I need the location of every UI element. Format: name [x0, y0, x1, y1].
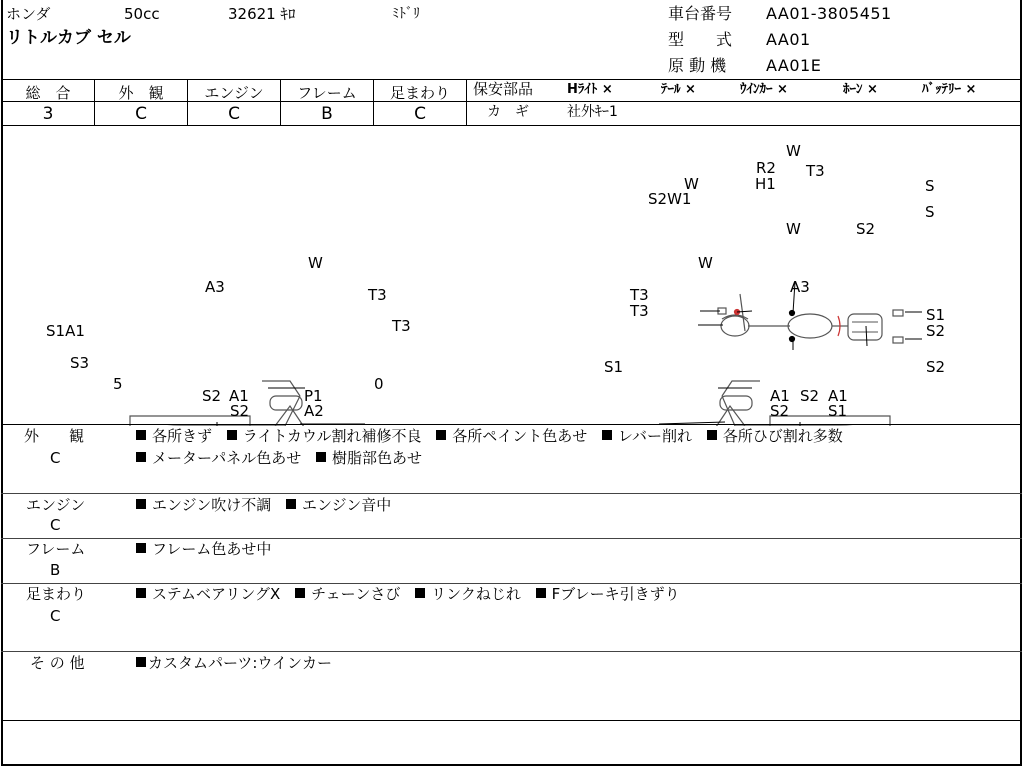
grade-overall: 3: [42, 104, 54, 124]
bike-top-view: [718, 294, 903, 343]
diagram-label: P1: [304, 387, 323, 405]
remark-label-suspension: 足まわり: [26, 585, 87, 603]
diagram-label: S2: [856, 220, 876, 238]
diagram-label: S2: [230, 402, 250, 420]
diagram-label: S2: [202, 387, 222, 405]
diagram-label: 0: [374, 375, 384, 393]
grade-header-suspension: 足まわり: [389, 84, 450, 102]
rule: [1, 651, 1022, 652]
engine-label: 原 動 機: [668, 56, 727, 75]
diagram-label: S3: [70, 354, 90, 372]
remark-grade-frame: B: [50, 561, 61, 579]
diagram-label: T3: [392, 317, 411, 335]
remark-other-line-1: カスタムパーツ:ウインカー: [136, 656, 342, 671]
displacement: 50cc: [124, 5, 160, 23]
diagram-label: S1: [926, 306, 946, 324]
color: ﾐﾄﾞﾘ: [392, 6, 420, 22]
diagram-label: A1: [828, 387, 848, 405]
rule: [1, 720, 1022, 721]
safety-label: 保安部品: [473, 80, 534, 98]
rule: [1, 424, 1022, 425]
grade-header-overall: 総 合: [25, 84, 71, 102]
diagram-label: S: [925, 177, 935, 195]
diagram-label: S: [925, 203, 935, 221]
diagram-label: T3: [806, 162, 825, 180]
remark-engine-line-1: エンジン吹け不調 エンジン音中: [136, 498, 401, 513]
remark-grade-exterior: C: [50, 449, 61, 467]
diagram-label: S2: [926, 358, 946, 376]
type-value: AA01: [766, 30, 811, 49]
diagram-label: R2: [756, 159, 776, 177]
grade-header-exterior: 外 観: [118, 84, 164, 102]
diagram-label: S2: [800, 387, 820, 405]
safety-item-horn: ﾎｰﾝ ×: [843, 82, 878, 97]
grade-header-engine: エンジン: [204, 84, 264, 102]
remark-exterior-line-2: メーターパネル色あせ 樹脂部色あせ: [136, 451, 432, 466]
rule: [466, 79, 467, 125]
chassis-label: 車台番号: [668, 4, 733, 23]
grade-frame: B: [321, 104, 333, 124]
safety-item-headlight: Hﾗｲﾄ ×: [567, 82, 613, 97]
chassis-value: AA01-3805451: [766, 4, 892, 23]
diagram-label: A3: [205, 278, 225, 296]
diagram-label: S2W1: [648, 190, 692, 208]
safety-item-battery: ﾊﾞｯﾃﾘｰ ×: [922, 82, 977, 97]
diagram-label: S1: [604, 358, 624, 376]
safety-item-tail: ﾃｰﾙ ×: [661, 82, 696, 97]
grade-exterior: C: [135, 104, 147, 124]
grade-engine: C: [228, 104, 240, 124]
diagram-label: S2: [770, 402, 790, 420]
remark-exterior-line-1: 各所きず ライトカウル割れ補修不良 各所ペイント色あせ レバー削れ 各所ひび割れ多数: [136, 429, 853, 444]
diagram-label: A3: [790, 278, 810, 296]
remark-suspension-line-1: ステムベアリングX チェーンさび リンクねじれ Fブレーキ引きずり: [136, 587, 690, 602]
safety-item-winker: ｳｲﾝｶｰ ×: [740, 82, 788, 97]
mileage: 32621 ｷﾛ: [228, 5, 296, 23]
diagram-label: T3: [368, 286, 387, 304]
remark-label-engine: エンジン: [26, 496, 86, 514]
grade-header-frame: フレーム: [297, 84, 357, 102]
type-label: 型 式: [668, 30, 733, 49]
diagram-label: W: [698, 254, 713, 272]
diagram-label: S1: [828, 402, 848, 420]
remark-grade-suspension: C: [50, 607, 61, 625]
diagram-label: A2: [304, 402, 324, 420]
key-value: 社外ｷｰ1: [567, 104, 618, 120]
rule: [467, 101, 1022, 102]
rule: [1, 583, 1022, 584]
key-label: カ ギ: [487, 104, 529, 120]
diagram-label: W: [786, 220, 801, 238]
remark-grade-engine: C: [50, 516, 61, 534]
diagram-label: S1A1: [46, 322, 85, 340]
model-name: リトルカブ セル: [6, 28, 131, 48]
diagram-label: A1: [770, 387, 790, 405]
rule: [1, 493, 1022, 494]
maker: ホンダ: [6, 5, 51, 23]
diagram-label: W: [308, 254, 323, 272]
diagram-label: A1: [229, 387, 249, 405]
remark-frame-line-1: フレーム色あせ中: [136, 542, 281, 557]
diagram-label: S2: [926, 322, 946, 340]
diagram-label: H1: [755, 175, 776, 193]
diagram-label: T3: [630, 286, 649, 304]
diagram-label: 5: [113, 375, 123, 393]
diagram-label: W: [786, 142, 801, 160]
diagram-label: W: [684, 175, 699, 193]
remark-label-frame: フレーム: [26, 540, 86, 558]
damage-diagram: [0, 126, 1024, 426]
engine-value: AA01E: [766, 56, 822, 75]
grade-suspension: C: [414, 104, 426, 124]
diagram-label: T3: [630, 302, 649, 320]
remark-label-other: そ の 他: [30, 654, 85, 672]
rule: [1, 538, 1022, 539]
remark-label-exterior: 外 観: [24, 427, 85, 445]
